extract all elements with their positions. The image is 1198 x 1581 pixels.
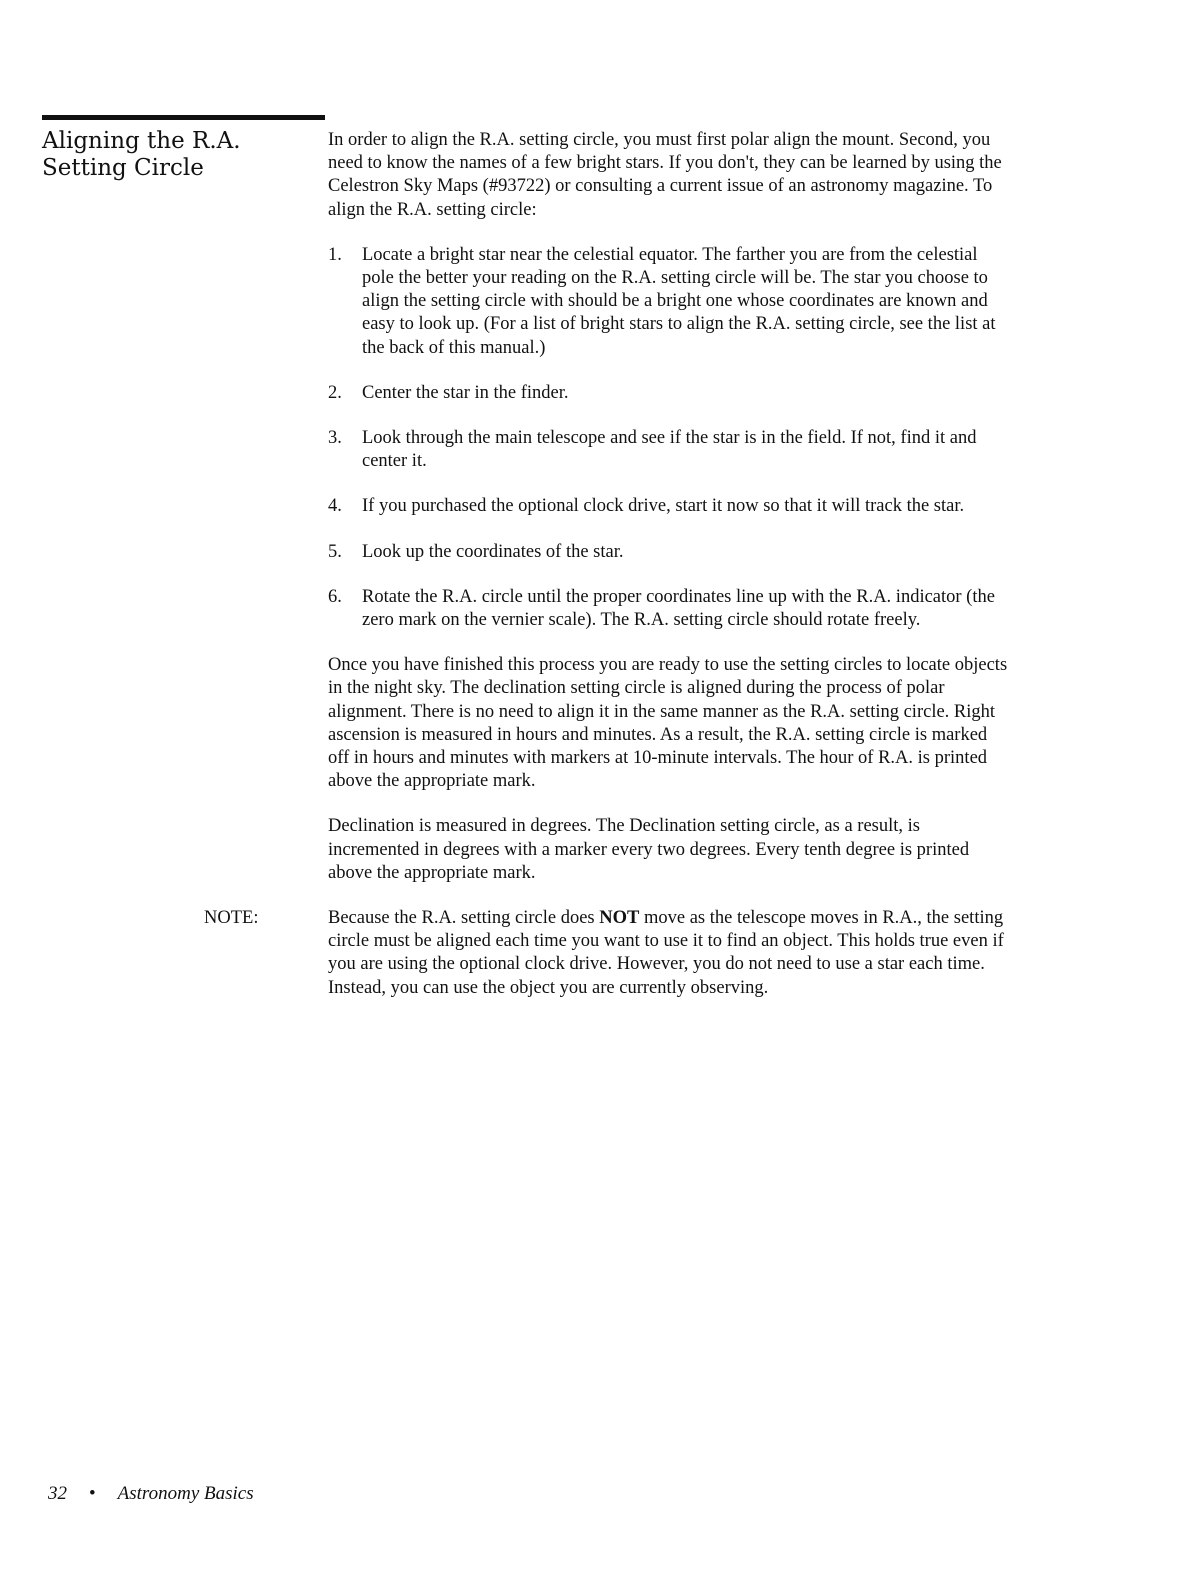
body-column — [204, 129, 1008, 1022]
step-item — [328, 586, 1008, 632]
section-rule — [42, 115, 325, 120]
step-text: Look through the main telescope and see if the star is in the field. If not, find it and center it. — [362, 428, 977, 472]
step-number: 1. — [328, 244, 342, 265]
note-text-after: move as the telescope moves in R.A., the setting circle must be aligned each time you want to use it to find an object. This holds true even if you are using the optional clock drive. However, you do not need to use a star each time. Instead, you can use the object you are currently observing. — [328, 908, 1004, 998]
steps-list — [328, 244, 1008, 632]
step-item — [328, 541, 1008, 564]
step-item — [328, 427, 1008, 473]
step-number: 2. — [328, 382, 342, 403]
step-number: 5. — [328, 541, 342, 562]
book-title: Astronomy Basics — [117, 1483, 254, 1504]
note-text-before: Because the R.A. setting circle does — [328, 908, 600, 929]
step-item — [328, 495, 1008, 518]
step-item — [328, 382, 1008, 405]
note-emphasis: NOT — [599, 908, 640, 929]
step-number: 6. — [328, 586, 342, 607]
step-text: If you purchased the optional clock drive, start it now so that it will track the star. — [362, 496, 965, 517]
note-block — [204, 907, 1008, 1000]
section-heading-line1: Aligning the R.A. — [42, 128, 241, 154]
section-heading — [42, 128, 282, 182]
bullet-separator: • — [89, 1483, 96, 1504]
step-number: 4. — [328, 496, 342, 517]
step-number: 3. — [328, 428, 342, 449]
setting-circles-paragraph: Once you have finished this process you are ready to use the setting circles to locate objects in the night sky. The declination setting circle is aligned during the process of polar alignment. There is no need to align it in the same manner as the R.A. setting circle. Right ascension is measured in hours and minutes. As a result, the R.A. setting circle is marked off in hours and minutes with markers at 10-minute intervals. The hour of R.A. is printed above the appropriate mark. — [328, 655, 1008, 792]
page-number: 32 — [48, 1483, 67, 1504]
intro-paragraph: In order to align the R.A. setting circle, you must first polar align the mount. Second, you need to know the names of a few bright stars. If you don't, they can be learned by using the Celestron Sky Maps (#93722) or consulting a current issue of an astronomy magazine. To align the R.A. setting circle: — [328, 130, 1002, 220]
step-text: Look up the coordinates of the star. — [362, 541, 624, 562]
step-text: Locate a bright star near the celestial equator. The farther you are from the celestial pole the better your reading on the R.A. setting circle will be. The star you choose to align the setting circle with should be a bright one whose coordinates are known and easy to look up. (For a list of bright stars to align the R.A. setting circle, see the list at the back of this manual.) — [362, 244, 996, 358]
declination-paragraph: Declination is measured in degrees. The Declination setting circle, as a result, is incremented in degrees with a marker every two degrees. Every tenth degree is printed above the appropriate mark. — [328, 816, 970, 883]
note-text — [328, 907, 1008, 1000]
page-footer — [48, 1483, 254, 1505]
step-item — [328, 244, 1008, 360]
section-heading-line2: Setting Circle — [42, 155, 204, 181]
step-text: Rotate the R.A. circle until the proper coordinates line up with the R.A. indicator (the zero mark on the vernier scale). The R.A. setting circle should rotate freely. — [362, 586, 995, 631]
step-text: Center the star in the finder. — [362, 382, 569, 403]
note-label: NOTE: — [204, 908, 259, 929]
